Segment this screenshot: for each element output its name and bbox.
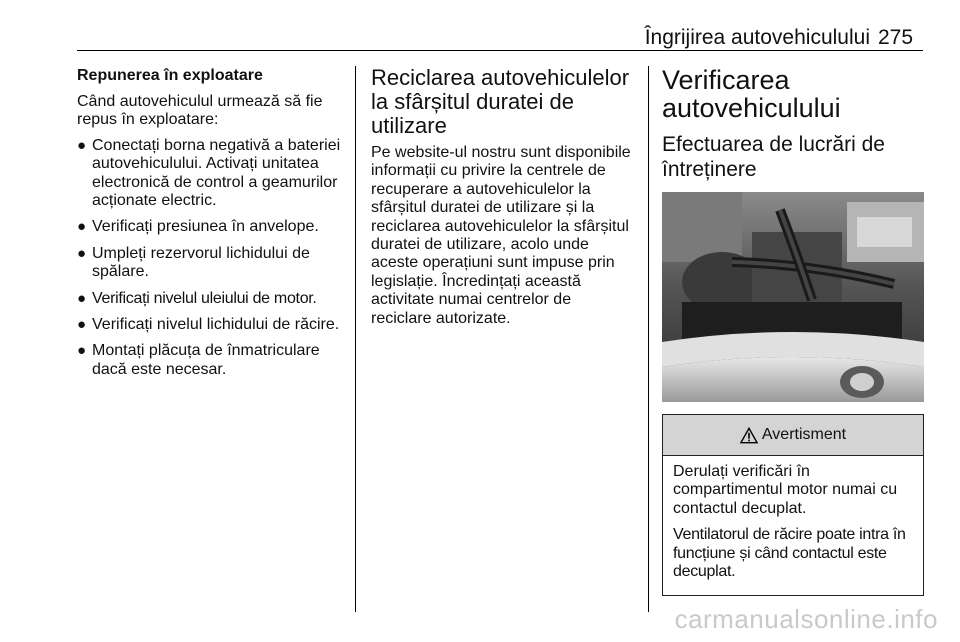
page-number: 275 <box>878 26 914 49</box>
bullet-icon: ● <box>77 244 87 262</box>
recycling-paragraph: Pe website-ul nostru sunt disponibile informații cu privire la centrele de recuperare a autovehiculelor la sfârșitul duratei de utilizare și la reciclarea autovehiculelor la sfârșitul duratei de utilizare, acolo unde aceste operațiuni sunt impuse prin legislație. Încredințați această activitate numai centrelor de reciclare autorizate. <box>371 144 631 327</box>
list-item-text: Verificați nivelul lichidului de răcire. <box>92 316 340 334</box>
bullet-icon: ● <box>77 342 87 360</box>
engine-compartment-photo <box>662 192 924 402</box>
list-item <box>77 218 349 236</box>
warning-paragraph: Derulați verificări în compartimentul motor numai cu contactul decuplat. <box>673 463 898 517</box>
list-item-text: Verificați presiunea în anvelope. <box>92 218 319 236</box>
list-item-text: Conectați borna negativă a bateriei autovehiculului. Activați unitatea electronică de control a geamurilor acționate electric. <box>92 136 341 210</box>
warning-header <box>663 415 923 456</box>
intro-paragraph: Când autovehiculul urmează să fie repus în exploatare: <box>77 93 323 129</box>
column-vehicle-check <box>662 66 924 596</box>
list-item-text: Montați plăcuța de înmatriculare dacă este necesar. <box>92 342 320 378</box>
list-item <box>77 290 349 308</box>
column-divider-1 <box>355 66 356 612</box>
bullet-icon: ● <box>77 316 87 334</box>
warning-paragraph: Ventilatorul de răcire poate intra în funcțiune și când contactul este decuplat. <box>673 526 906 581</box>
list-item-text: Verificați nivelul uleiului de motor. <box>92 289 317 307</box>
list-item-text: Umpleți rezervorul lichidului de spălare. <box>92 244 310 281</box>
bullet-icon: ● <box>77 218 87 236</box>
list-item <box>77 245 349 282</box>
subsection-heading: Efectuarea de lucrări de întreținere <box>662 133 885 181</box>
section-heading-recycling: Reciclarea autovehiculelor la sfârșitul duratei de utilizare <box>371 65 630 138</box>
chapter-heading: Verificarea autovehiculului <box>662 65 841 123</box>
list-item <box>77 342 349 379</box>
column-recommissioning <box>77 66 349 387</box>
list-item <box>77 137 349 211</box>
section-heading-recommissioning: Repunerea în exploatare <box>77 67 263 84</box>
warning-title: Avertisment <box>761 426 847 443</box>
column-divider-2 <box>648 66 649 612</box>
header-rule <box>77 50 923 51</box>
bullet-icon: ● <box>77 289 86 307</box>
list-item <box>77 316 349 334</box>
warning-triangle-icon <box>740 427 758 444</box>
column-recycling <box>371 66 635 335</box>
checklist <box>77 137 349 379</box>
warning-box <box>662 414 924 596</box>
watermark: carmanualsonline.info <box>674 604 938 634</box>
running-header-title: Îngrijirea autovehiculului <box>644 26 870 49</box>
bullet-icon: ● <box>77 136 87 154</box>
warning-body <box>663 456 923 595</box>
